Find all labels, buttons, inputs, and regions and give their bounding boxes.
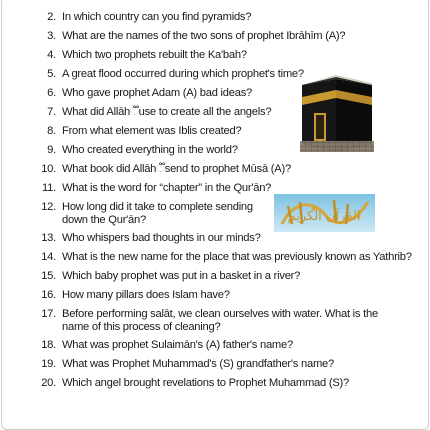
question-text: How long did it take to complete sending down the Qur'ān? — [62, 201, 253, 226]
question-number: 16. — [41, 289, 56, 301]
question-number: 8. — [47, 125, 56, 137]
question-text: Before performing salāt, we clean ourselves with water. What is the name of this process of cleaning? — [62, 308, 378, 333]
question-number: 4. — [47, 49, 56, 61]
question-number: 10. — [41, 163, 56, 175]
question-text: Which two prophets rebuilt the Ka'bah? — [62, 49, 247, 61]
question-number: 14. — [41, 251, 56, 263]
question-text: From what element was Iblis created? — [62, 125, 242, 137]
question-text: Who gave prophet Adam (A) bad ideas? — [62, 87, 253, 99]
question-number: 18. — [41, 339, 56, 351]
question-number: 17. — [41, 308, 56, 320]
question-number: 15. — [41, 270, 56, 282]
question-number: 6. — [47, 87, 56, 99]
question-number: 13. — [41, 232, 56, 244]
question-text: What was Prophet Muhammad's (S) grandfather's name? — [62, 358, 334, 370]
question-number: 7. — [47, 106, 56, 118]
question-text: What is the word for “chapter” in the Qur'ān? — [62, 182, 272, 194]
question-text: Which baby prophet was put in a basket in a river? — [62, 270, 301, 282]
kaaba-image — [300, 75, 374, 152]
question-text: What did Allāh૿use to create all the angels? — [62, 106, 272, 118]
question-text: A great flood occurred during which prophet's time? — [62, 68, 304, 80]
question-text: What is the new name for the place that was previously known as Yathrib? — [62, 251, 412, 263]
question-number: 12. — [41, 201, 56, 213]
question-number: 5. — [47, 68, 56, 80]
question-number: 2. — [47, 11, 56, 23]
banner-calligraphy: القرآن الكريم — [287, 209, 361, 224]
question-text: How many pillars does Islam have? — [62, 289, 230, 301]
question-text: Who whispers bad thoughts in our minds? — [62, 232, 261, 244]
question-number: 19. — [41, 358, 56, 370]
question-number: 20. — [41, 377, 56, 389]
question-text: Who created everything in the world? — [62, 144, 238, 156]
question-number: 3. — [47, 30, 56, 42]
question-number: 11. — [42, 182, 56, 194]
quran-banner-image — [274, 194, 375, 232]
question-text: What was prophet Sulaimān's (A) father's name? — [62, 339, 293, 351]
question-text: In which country can you find pyramids? — [62, 11, 252, 23]
question-text: Which angel brought revelations to Prophet Muhammad (S)? — [62, 377, 349, 389]
question-text: What book did Allāh૿send to prophet Mūsā (A)? — [62, 163, 291, 175]
question-number: 9. — [47, 144, 56, 156]
question-text: What are the names of the two sons of prophet Ibrāhīm (A)? — [62, 30, 346, 42]
